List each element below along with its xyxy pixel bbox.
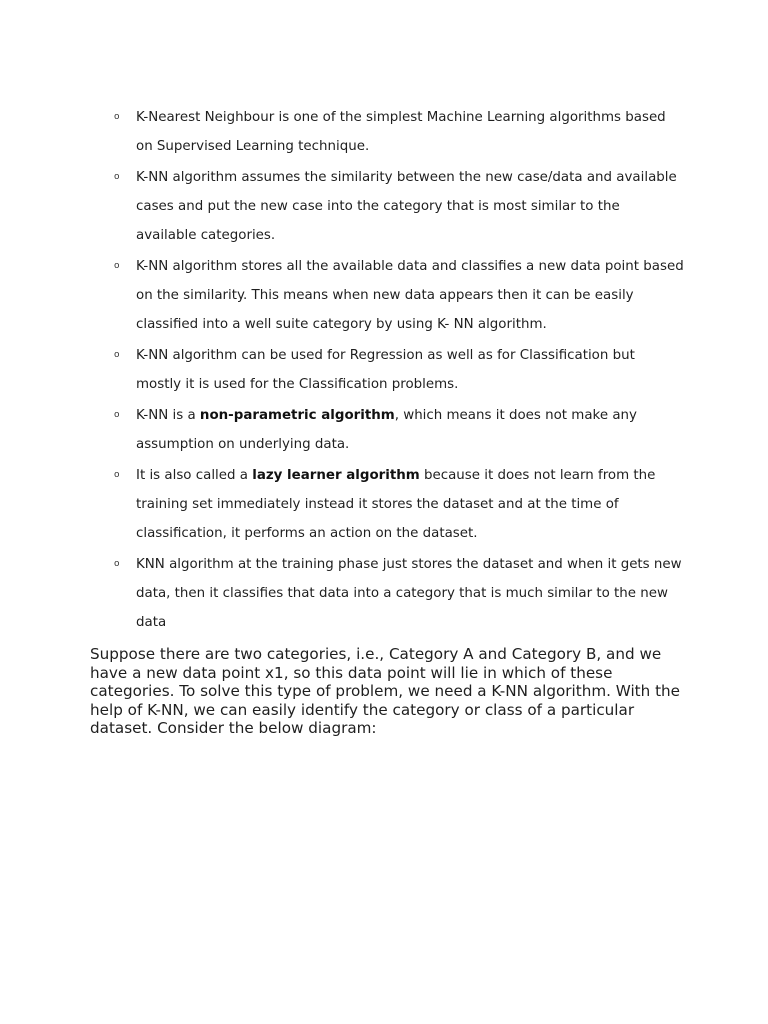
bullet-text: KNN algorithm at the training phase just stores the dataset and when it gets new data, then it classifies that data into a category that is much similar to the new data bbox=[136, 557, 682, 630]
lazy-learner-algorithm-term: lazy learner algorithm bbox=[252, 468, 420, 483]
bullet-text-after: , which means it does not make any assumption on underlying data. bbox=[136, 408, 637, 452]
bullet-text-before: K-NN is a bbox=[136, 408, 200, 423]
bullet-text: K-NN algorithm can be used for Regression as well as for Classification but mostly it is used for the Classification problems. bbox=[136, 348, 635, 392]
bullet-circle-icon: o bbox=[114, 350, 120, 360]
bullet-item-4 bbox=[114, 341, 684, 399]
bullet-text: K-NN algorithm assumes the similarity between the new case/data and available cases and put the new case into the category that is most similar to the available categories. bbox=[136, 170, 677, 243]
bullet-item-2 bbox=[114, 163, 684, 250]
bullet-text-before: It is also called a bbox=[136, 468, 253, 483]
category-explanation-paragraph: Suppose there are two categories, i.e., Category A and Category B, and we have a new data point x1, so this data point will lie in which of these categories. To solve this type of problem, we need a K-NN algorithm. With the help of K-NN, we can easily identify the category or class of a particular dataset. Consider the below diagram: bbox=[90, 645, 681, 737]
bullet-circle-icon: o bbox=[114, 470, 120, 480]
bullet-item-3 bbox=[114, 252, 684, 339]
bullet-item-5 bbox=[114, 401, 684, 459]
bullet-item-1 bbox=[114, 103, 684, 161]
non-parametric-algorithm-term: non-parametric algorithm bbox=[199, 408, 395, 423]
bullet-circle-icon: o bbox=[114, 172, 120, 182]
bullet-text: K-Nearest Neighbour is one of the simplest Machine Learning algorithms based on Supervised Learning technique. bbox=[136, 110, 666, 154]
bullet-item-7 bbox=[114, 550, 684, 637]
bullet-text-after: because it does not learn from the training set immediately instead it stores the dataset and at the time of classification, it performs an action on the dataset. bbox=[136, 468, 656, 541]
bullet-circle-icon: o bbox=[114, 559, 120, 569]
bullet-circle-icon: o bbox=[114, 261, 120, 271]
knn-bullet-list bbox=[114, 103, 684, 639]
bullet-circle-icon: o bbox=[114, 410, 120, 420]
bullet-text: K-NN algorithm stores all the available data and classifies a new data point based on the similarity. This means when new data appears then it can be easily classified into a well suite category by using K- NN algorithm. bbox=[136, 259, 684, 332]
bullet-circle-icon: o bbox=[114, 112, 120, 122]
bullet-item-6 bbox=[114, 461, 684, 548]
